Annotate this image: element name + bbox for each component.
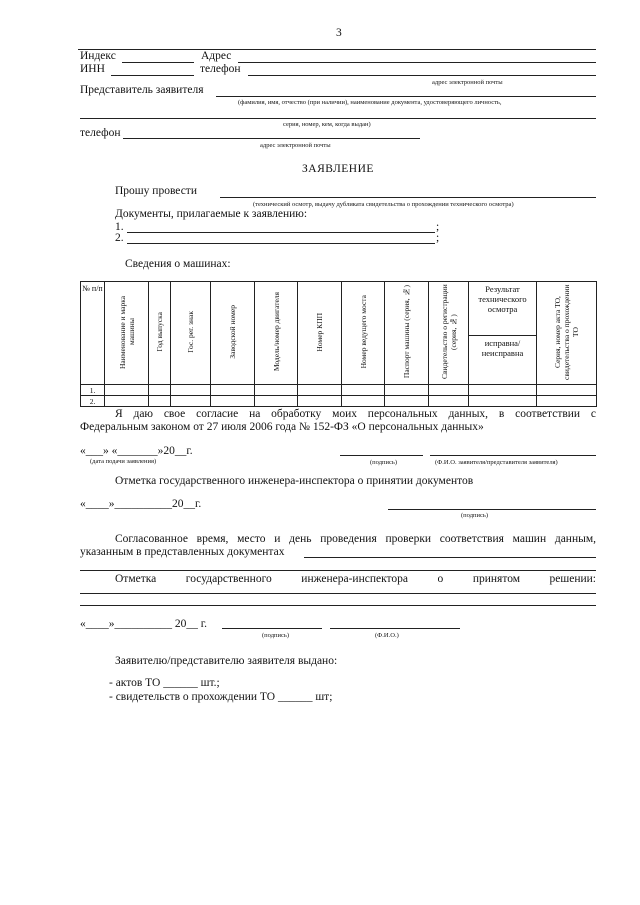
col-header-year: Год выпуска <box>149 282 171 385</box>
page-number: 3 <box>336 27 342 39</box>
inspection-field[interactable] <box>304 557 596 558</box>
table-header-row <box>81 282 597 336</box>
doc-item-1-field[interactable] <box>127 232 435 233</box>
consent-sign-hint: (подпись) <box>370 459 397 466</box>
decision-field-2[interactable] <box>80 605 596 606</box>
consent-date-hint: (дата подачи заявления) <box>90 458 157 465</box>
phone-label: телефон <box>200 63 241 75</box>
col-header-engine: Модель/номер двигателя <box>255 282 298 385</box>
phone-field[interactable] <box>248 75 596 76</box>
phone2-field[interactable] <box>123 138 420 139</box>
doc-item-1-number: 1. <box>115 221 124 233</box>
decision-label: Отметка государственного инженера-инспектора о принятом решении: <box>115 573 596 585</box>
inspection-field-2[interactable] <box>80 570 596 571</box>
col-header-act: Серия, номер акта ТО, свидетельства о прохождении ТО <box>537 282 597 385</box>
acceptance-sign-field[interactable] <box>388 509 596 510</box>
index-label: Индекс <box>80 50 116 62</box>
inn-label: ИНН <box>80 63 105 75</box>
top-rule <box>78 49 596 50</box>
address-field[interactable] <box>238 62 596 63</box>
representative-hint: (фамилия, имя, отчество (при наличии), наименование документа, удостоверяющего личность, <box>238 99 502 106</box>
col-header-gearbox: Номер КПП <box>298 282 342 385</box>
row-number: 1. <box>81 385 105 396</box>
inn-field[interactable] <box>111 75 194 76</box>
inspection-sign-hint: (подпись) <box>262 632 289 639</box>
row-number: 2. <box>81 396 105 407</box>
col-header-result: Результат технического осмотра <box>469 282 537 336</box>
consent-line-2: Федеральным законом от 27 июля 2006 года № 152-ФЗ «О персональных данных» <box>80 421 484 433</box>
col-header-number: № п/п <box>81 282 105 385</box>
docs-label: Документы, прилагаемые к заявлению: <box>115 208 308 220</box>
col-header-result-sub: исправна/ неисправна <box>469 336 537 385</box>
col-header-serial: Заводской номер <box>211 282 255 385</box>
statement-title: ЗАЯВЛЕНИЕ <box>302 163 374 175</box>
issued-label: Заявителю/представителю заявителя выдано: <box>115 655 338 667</box>
request-field[interactable] <box>220 197 596 198</box>
representative-field-2[interactable] <box>80 118 596 119</box>
index-field[interactable] <box>122 62 194 63</box>
doc-item-2-number: 2. <box>115 232 124 244</box>
inspection-date[interactable]: «____»__________ 20__ г. <box>80 618 208 630</box>
consent-date[interactable]: «___» «_______»20__г. <box>80 445 193 457</box>
acceptance-sign-hint: (подпись) <box>461 512 488 519</box>
machines-label: Сведения о машинах: <box>125 258 231 270</box>
request-label: Прошу провести <box>115 185 197 197</box>
decision-field-1[interactable] <box>80 593 596 594</box>
representative-label: Представитель заявителя <box>80 84 204 96</box>
col-header-reg-sign: Гос. рег. знак <box>171 282 211 385</box>
consent-sign-field[interactable] <box>340 455 423 456</box>
email2-hint: адрес электронной почты <box>260 142 331 149</box>
col-header-name: Наименование и марка машины <box>105 282 149 385</box>
doc-item-2-end: ; <box>436 232 440 244</box>
representative-field[interactable] <box>216 96 596 97</box>
inspection-line-1: Согласованное время, место и день проведения проверки соответствия машин данным, <box>115 533 596 545</box>
inspection-sign-field[interactable] <box>222 628 322 629</box>
col-header-passport: Паспорт машины (серия, №) <box>385 282 429 385</box>
request-hint: (технический осмотр, выдачу дубликата свидетельства о прохождении технического осмотра) <box>253 201 514 208</box>
doc-item-2-field[interactable] <box>127 243 435 244</box>
issued-acts[interactable]: - актов ТО ______ шт.; <box>109 677 220 689</box>
address-label: Адрес <box>201 50 232 62</box>
table-row <box>81 396 597 407</box>
inspection-line-2: указанным в представленных документах <box>80 546 285 558</box>
col-header-registration: Свидетельство о регистрации (серия, №) <box>429 282 469 385</box>
issued-certs[interactable]: - свидетельств о прохождении ТО ______ шт; <box>109 691 333 703</box>
table-row <box>81 385 597 396</box>
acceptance-label: Отметка государственного инженера-инспектора о принятии документов <box>115 475 474 487</box>
phone2-label: телефон <box>80 127 121 139</box>
doc-item-1-end: ; <box>436 221 440 233</box>
col-header-axle: Номер ведущего моста <box>342 282 385 385</box>
consent-line-1: Я даю свое согласие на обработку моих персональных данных, в соответствии с <box>115 408 596 420</box>
acceptance-date[interactable]: «____»__________20__г. <box>80 498 202 510</box>
inspection-fio-hint: (Ф.И.О.) <box>375 632 399 639</box>
document-hint: серия, номер, кем, когда выдан) <box>283 121 371 128</box>
consent-fio-field[interactable] <box>430 455 596 456</box>
email-hint: адрес электронной почты <box>432 79 503 86</box>
inspection-fio-field[interactable] <box>330 628 460 629</box>
consent-fio-hint: (Ф.И.О. заявителя/представителя заявителя) <box>435 459 558 466</box>
machines-table <box>80 281 597 407</box>
